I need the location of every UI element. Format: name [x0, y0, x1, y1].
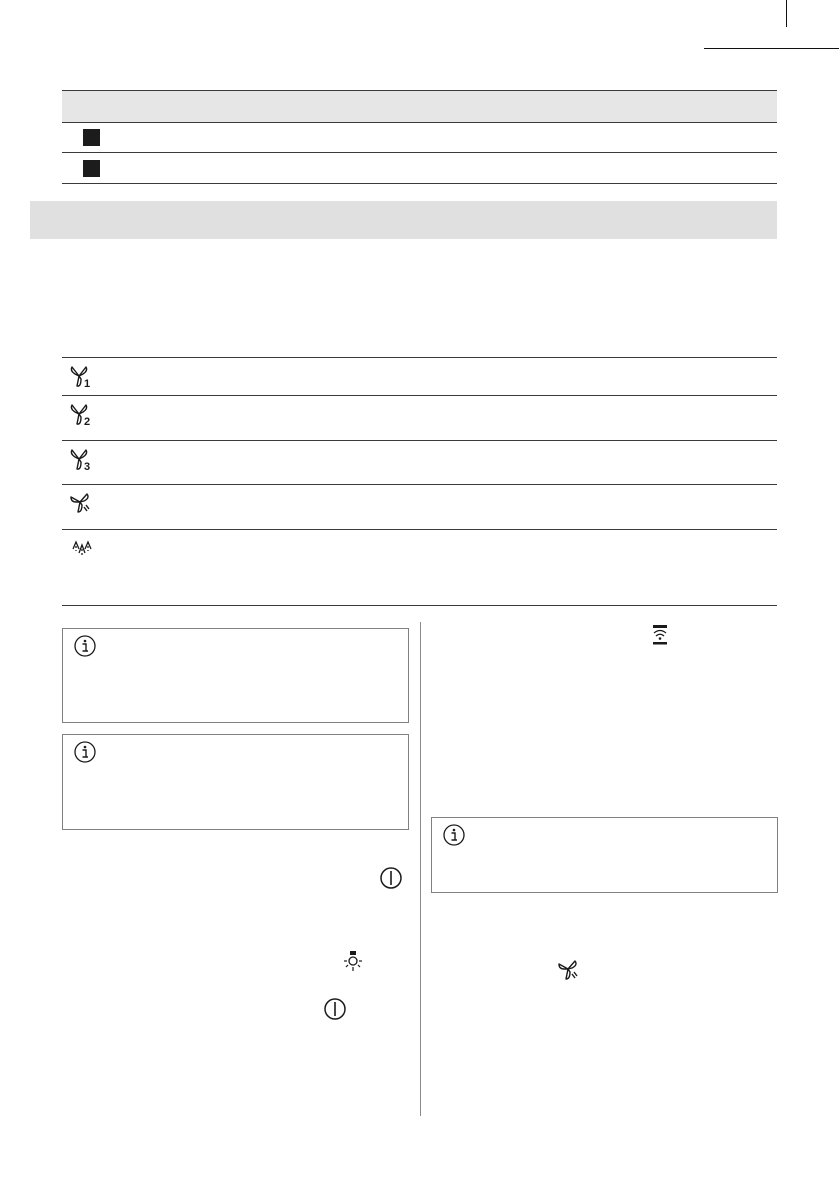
crop-mark-horizontal	[704, 48, 839, 49]
column-divider	[420, 622, 421, 1116]
fan-boost-icon	[556, 958, 582, 982]
table-row	[62, 485, 777, 530]
power-icon	[379, 866, 403, 890]
fan-speed-1-icon	[67, 363, 97, 389]
info-box	[431, 817, 778, 893]
svg-text:3: 3	[84, 461, 91, 472]
black-square-icon	[83, 160, 100, 177]
power-icon	[323, 997, 347, 1021]
crop-mark-vertical	[786, 0, 787, 27]
light-icon	[342, 950, 364, 972]
table-row	[62, 153, 777, 184]
table-row	[62, 396, 777, 441]
info-box	[62, 628, 409, 723]
svg-text:1: 1	[84, 378, 91, 389]
black-square-icon	[83, 129, 100, 146]
fan-boost-icon	[67, 490, 97, 516]
table-row	[62, 122, 777, 153]
info-icon	[443, 824, 465, 846]
info-icon	[74, 741, 96, 763]
fan-breeze-icon	[67, 535, 97, 561]
section-heading-band	[30, 201, 777, 239]
table-header	[62, 90, 777, 123]
table-row	[62, 441, 777, 485]
table-row	[62, 530, 777, 606]
info-icon	[74, 635, 96, 657]
fan-speed-2-icon	[67, 401, 97, 427]
hob2hood-icon	[649, 624, 671, 646]
table-row	[62, 358, 777, 396]
svg-text:2: 2	[84, 416, 91, 427]
fan-speed-3-icon	[67, 446, 97, 472]
info-box	[62, 734, 409, 830]
